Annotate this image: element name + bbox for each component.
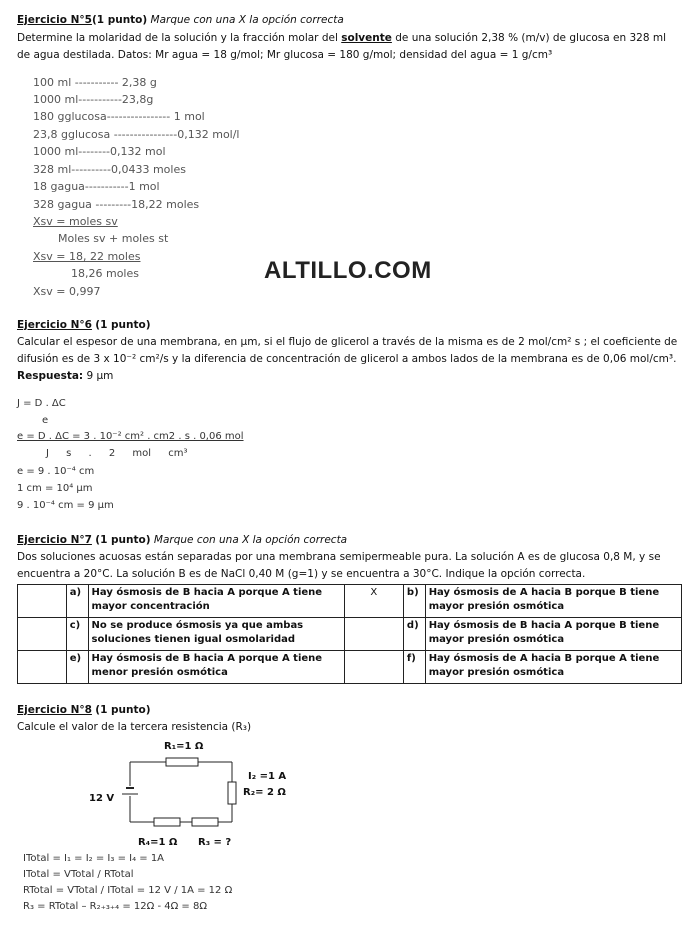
ej6-line2: difusión es de 3 x 10⁻² cm²/s y la diferencia de concentración de glicerol a ambos lados de la membrana es de 0,06 mol/cm³. [17,353,677,365]
ej5-line2: de agua destilada. Datos: Mr agua = 18 g/mol; Mr glucosa = 180 g/mol; densidad del agua = 1 g/cm³ [17,49,553,61]
ej7-line2: encuentra a 20°C. La solución B es de NaCl 0,40 M (g=1) y se encuentra a 30°C. Indique la opción correcta. [17,568,586,580]
ej6-heading [17,318,151,332]
ej5-statement [17,31,687,45]
ej7-heading [17,533,347,547]
ej8-calc-3: R₃ = RTotal – R₂₊₃₊₄ = 12Ω - 4Ω = 8Ω [23,901,207,912]
ej8-title: Ejercicio N°8 [17,704,92,716]
ej5-calc-9: Moles sv + moles st [58,232,169,245]
ej6-calc-3: J s . 2 mol cm³ [46,448,188,459]
ej8-calc-0: ITotal = I₁ = I₂ = I₃ = I₄ = 1A [23,853,165,864]
ej6-answer-label: Respuesta: [17,370,84,382]
ej7-points: (1 punto) [95,534,151,546]
label-r1: R₁=1 Ω [164,741,204,752]
option-text: Hay ósmosis de B hacia A porque A tiene menor presión osmótica [88,651,344,684]
label-i2: I₂ =1 A [248,771,287,782]
ej5-calc-7: 328 gagua ---------18,22 moles [33,198,200,211]
option-letter: f) [403,651,425,684]
ej7-row [18,585,682,618]
label-voltage: 12 V [89,793,115,804]
ej7-options-table [17,584,682,684]
ej5-calc-12: Xsv = 0,997 [33,285,101,298]
ej8-points: (1 punto) [95,704,151,716]
ej6-line1: Calcular el espesor de una membrana, en µm, si el flujo de glicerol a través de la misma es de 2 mol/cm² s ; el coeficiente de [17,336,678,348]
ej6-calc-5: 1 cm = 10⁴ µm [17,483,93,494]
ej6-points: (1 punto) [95,319,151,331]
ej6-calc-0: J = D . ΔC [17,398,66,409]
ej7-answer-cell[interactable] [18,585,67,618]
resistor-r3 [192,818,218,826]
ej5-heading [17,13,344,27]
ej5-instruction: Marque con una X la opción correcta [150,14,344,26]
ej5-calc-5: 328 ml----------0,0433 moles [33,163,186,176]
option-letter: b) [403,585,425,618]
ej5-calc-2: 180 gglucosa---------------- 1 mol [33,110,205,123]
ej5-calc-11: 18,26 moles [71,267,139,280]
ej5-calc-0: 100 ml ----------- 2,38 g [33,76,157,89]
ej5-title: Ejercicio N°5 [17,14,92,26]
ej5-calc-6: 18 gagua-----------1 mol [33,180,160,193]
answer-mark[interactable]: X [344,585,403,618]
option-text: Hay ósmosis de A hacia B porque A tiene mayor presión osmótica [425,651,681,684]
ej6-calc-4: e = 9 . 10⁻⁴ cm [17,466,95,477]
ej8-line1: Calcule el valor de la tercera resistencia (R₃) [17,721,252,733]
option-letter: d) [403,618,425,651]
option-text: Hay ósmosis de B hacia A porque A tiene mayor concentración [88,585,344,618]
ej5-calc-8: Xsv = moles sv [33,215,118,228]
resistor-r4 [154,818,180,826]
resistor-r2 [228,782,236,804]
label-r2: R₂= 2 Ω [243,787,286,798]
ej6-calc-2: e = D . ΔC = 3 . 10⁻² cm² . cm2 . s . 0,06 mol [17,431,244,442]
option-letter: e) [66,651,88,684]
option-letter: c) [66,618,88,651]
answer-mark[interactable] [344,618,403,651]
resistor-r1 [166,758,198,766]
ej5-calc-1: 1000 ml-----------23,8g [33,93,154,106]
ej6-calc-1: e [42,415,49,426]
ej7-row [18,618,682,651]
ej6-answer-value: 9 µm [86,370,114,382]
ej5-calc-4: 1000 ml--------0,132 mol [33,145,166,158]
ej7-instruction: Marque con una X la opción correcta [153,534,348,546]
ej8-calc-2: RTotal = VTotal / ITotal = 12 V / 1A = 12 Ω [23,885,233,896]
watermark: ALTILLO.COM [264,257,432,284]
circuit-diagram [120,750,250,830]
option-text: No se produce ósmosis ya que ambas soluciones tienen igual osmolaridad [88,618,344,651]
label-r3: R₃ = ? [198,837,232,848]
option-letter: a) [66,585,88,618]
ej5-calc-3: 23,8 gglucosa ----------------0,132 mol/l [33,128,240,141]
ej7-title: Ejercicio N°7 [17,534,92,546]
ej7-row [18,651,682,684]
ej5-line1c: de una solución 2,38 % (m/v) de glucosa en 328 ml [395,32,667,44]
ej5-line1: Determine la molaridad de la solución y la fracción molar del [17,32,338,44]
ej7-answer-cell[interactable] [18,651,67,684]
ej6-title: Ejercicio N°6 [17,319,92,331]
ej6-answer [17,369,113,383]
ej5-calc-10: Xsv = 18, 22 moles [33,250,141,263]
label-r4: R₄=1 Ω [138,837,178,848]
ej8-calc-1: ITotal = VTotal / RTotal [23,869,134,880]
ej7-answer-cell[interactable] [18,618,67,651]
option-text: Hay ósmosis de B hacia A porque B tiene mayor presión osmótica [425,618,681,651]
ej7-line1: Dos soluciones acuosas están separadas por una membrana semipermeable pura. La solución A es de glucosa 0,8 M, y se [17,551,661,563]
ej5-solvente: solvente [341,32,392,44]
ej8-heading [17,703,151,717]
answer-mark[interactable] [344,651,403,684]
ej5-points: (1 punto) [91,14,148,26]
option-text: Hay ósmosis de A hacia B porque B tiene mayor presión osmótica [425,585,681,618]
ej6-calc-6: 9 . 10⁻⁴ cm = 9 µm [17,500,114,511]
